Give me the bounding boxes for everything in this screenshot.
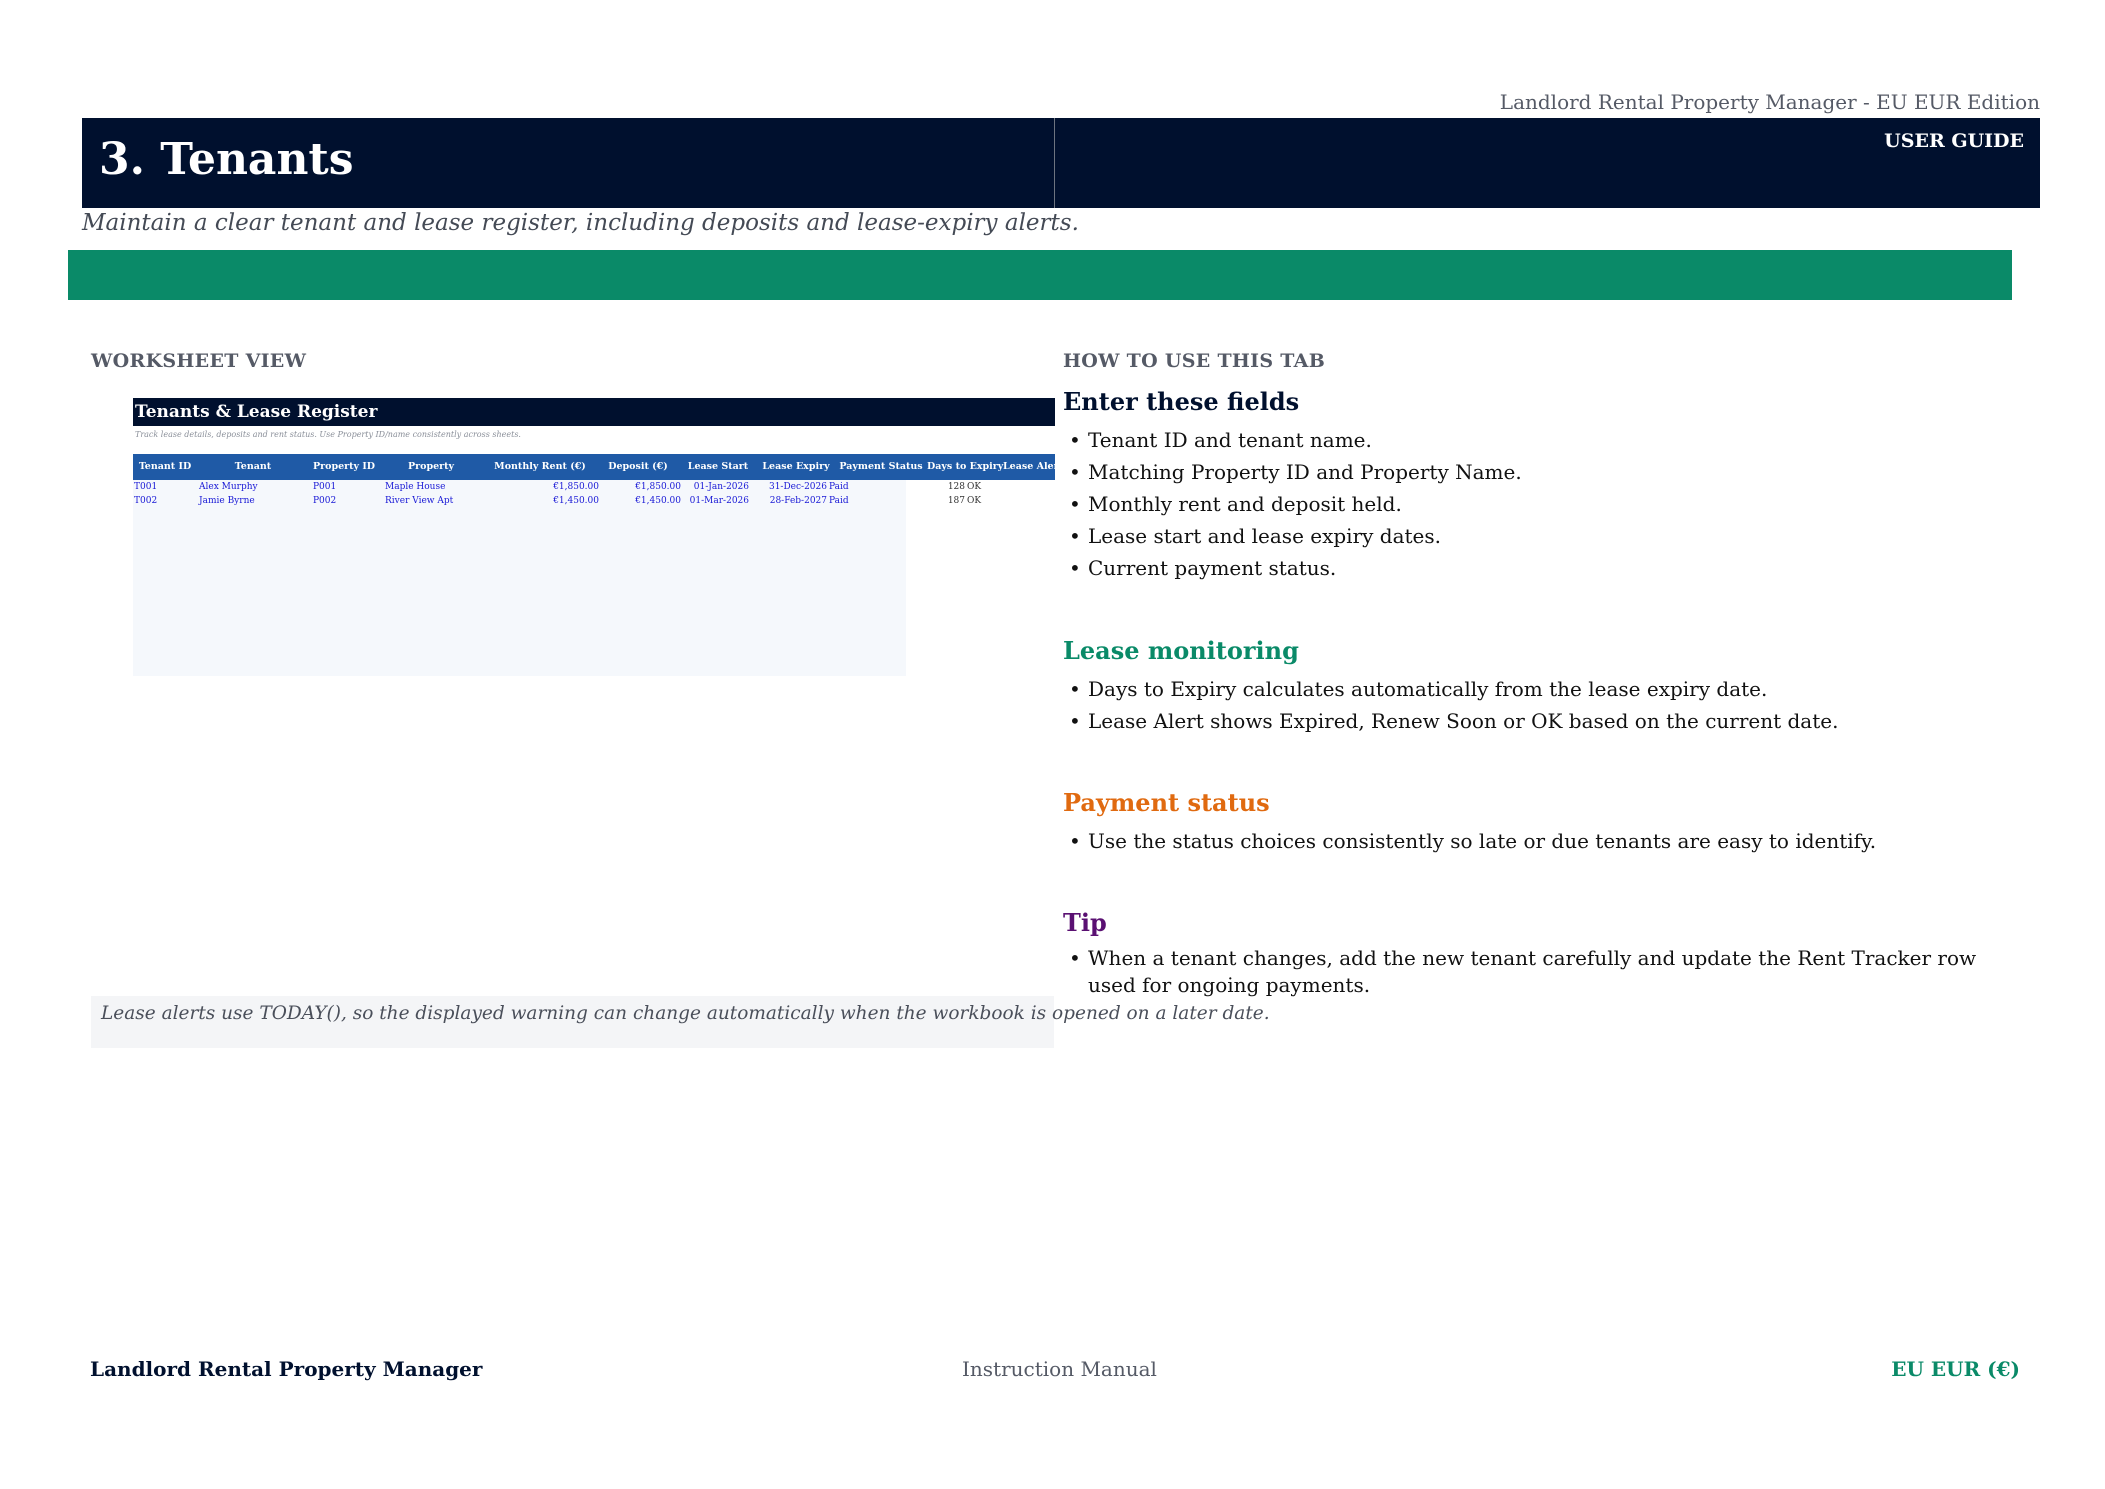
column-header-lease-start: Lease Start	[687, 461, 749, 472]
cell-monthly-rent: €1,450.00	[553, 496, 599, 506]
cell-property: Maple House	[385, 482, 446, 492]
section-heading-enter-fields: Enter these fields	[1063, 387, 1300, 416]
cell-property: River View Apt	[385, 496, 454, 506]
cell-deposit: €1,450.00	[635, 496, 681, 506]
column-header-days-to-expiry: Days to Expiry	[927, 461, 1004, 472]
cell-days-to-expiry: 187	[947, 496, 965, 506]
worksheet-view-label: WORKSHEET VIEW	[91, 350, 307, 372]
column-header-tenant-id: Tenant ID	[138, 461, 192, 472]
cell-property-id: P001	[313, 482, 337, 492]
list-item: • Lease start and lease expiry dates.	[1063, 520, 2023, 552]
page-subtitle: Maintain a clear tenant and lease register, including deposits and lease-expiry alerts.	[82, 210, 1079, 236]
list-item: • Monthly rent and deposit held.	[1063, 488, 2023, 520]
section-heading-payment-status: Payment status	[1063, 788, 1270, 817]
list-item: • Matching Property ID and Property Name.	[1063, 456, 2023, 488]
list-item: • When a tenant changes, add the new tenant carefully and update the Rent Tracker row used for ongoing payments.	[1063, 945, 2023, 999]
enter-fields-list	[1063, 424, 2023, 584]
sheet-title: Tenants & Lease Register	[135, 402, 378, 422]
cell-lease-expiry: 31-Dec-2026	[768, 482, 827, 492]
table-row	[133, 480, 1055, 494]
cell-monthly-rent: €1,850.00	[553, 482, 599, 492]
column-header-tenant: Tenant	[234, 461, 272, 472]
column-header-lease-expiry: Lease Expiry	[762, 461, 830, 472]
sheet-title-bar	[133, 398, 1055, 426]
title-band	[82, 118, 2040, 208]
user-guide-label: USER GUIDE	[1884, 130, 2024, 152]
lease-alert-note-text: Lease alerts use TODAY(), so the displayed warning can change automatically when the workbook is opened on a later date.	[101, 1003, 1270, 1024]
sheet-header-row	[133, 454, 1063, 480]
sheet-note: Track lease details, deposits and rent status. Use Property ID/name consistently across sheets.	[135, 430, 521, 439]
cell-deposit: €1,850.00	[635, 482, 681, 492]
cell-tenant: Alex Murphy	[199, 482, 258, 492]
column-header-monthly-rent: Monthly Rent (€)	[494, 461, 586, 472]
list-item: • Lease Alert shows Expired, Renew Soon or OK based on the current date.	[1063, 705, 2023, 737]
worksheet-preview	[133, 398, 1063, 676]
lease-monitoring-list	[1063, 673, 2023, 737]
payment-status-list	[1063, 825, 2023, 857]
cell-days-to-expiry: 128	[947, 482, 965, 492]
page-title: 3. Tenants	[99, 134, 354, 185]
list-item: • Use the status choices consistently so late or due tenants are easy to identify.	[1063, 825, 2023, 857]
column-header-property: Property	[407, 461, 455, 472]
cell-tenant: Jamie Byrne	[199, 496, 255, 506]
tip-list	[1063, 945, 2023, 999]
cell-tenant-id: T001	[134, 482, 158, 492]
section-heading-tip: Tip	[1063, 908, 1107, 937]
cell-tenant-id: T002	[134, 496, 158, 506]
cell-lease-expiry: 28-Feb-2027	[769, 496, 827, 506]
footer-document-type: Instruction Manual	[962, 1357, 1157, 1381]
cell-payment-status: Paid	[829, 482, 849, 492]
lease-alert-note	[91, 996, 1270, 1048]
column-header-property-id: Property ID	[312, 461, 376, 472]
table-row	[133, 494, 1055, 508]
edition-label: Landlord Rental Property Manager - EU EUR Edition	[1499, 90, 2040, 114]
how-to-label: HOW TO USE THIS TAB	[1063, 350, 1326, 372]
cell-lease-alert: OK	[967, 496, 982, 506]
accent-bar	[68, 250, 2012, 300]
list-item: • Current payment status.	[1063, 552, 2023, 584]
list-item: • Tenant ID and tenant name.	[1063, 424, 2023, 456]
cell-property-id: P002	[313, 496, 337, 506]
list-item: • Days to Expiry calculates automatically from the lease expiry date.	[1063, 673, 2023, 705]
cell-lease-start: 01-Jan-2026	[693, 482, 749, 492]
footer-product-name: Landlord Rental Property Manager	[90, 1357, 483, 1381]
sheet-data-area	[133, 480, 906, 676]
footer-currency-label: EU EUR (€)	[1891, 1357, 2020, 1381]
column-header-payment-status: Payment Status	[839, 461, 923, 472]
section-heading-lease-monitoring: Lease monitoring	[1063, 636, 1299, 665]
column-header-deposit: Deposit (€)	[608, 461, 668, 472]
title-band-divider	[1054, 118, 1055, 208]
cell-lease-start: 01-Mar-2026	[689, 496, 749, 506]
cell-payment-status: Paid	[829, 496, 849, 506]
cell-lease-alert: OK	[967, 482, 982, 492]
column-header-lease-alert: Lease Alert	[1003, 461, 1063, 472]
